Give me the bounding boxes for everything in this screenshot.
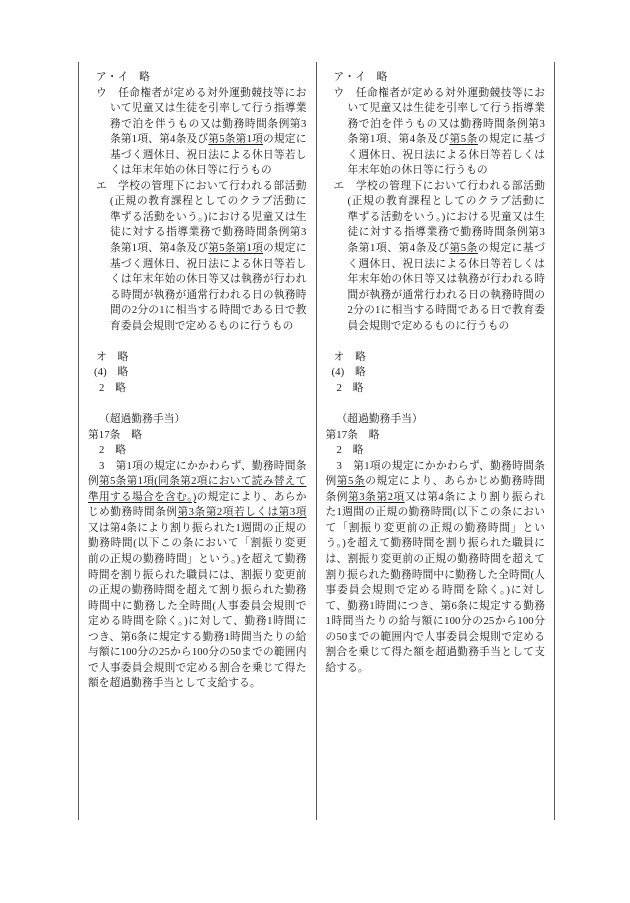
clause-text: 任命権者が定める対外運動競技等において児童又は生徒を引率して行う指導業務で泊を伴うもの又は勤務時間条例第3条第1項、第4条及び (110, 86, 307, 146)
clause-text: 第17条 略 (325, 428, 380, 441)
amended-clause: 第5条 (336, 475, 366, 488)
clause-text: の規定に基づく週休日、祝日法による休日等若しくは年末年始の休日等又は執務が行われる時間が執務が通常行われる日の執務時間の2分の1に相当する時間である日で教育委員会規則で定めるものに行うもの (110, 242, 307, 332)
clause-text: （超過勤務手当） (336, 413, 423, 426)
clause-text: 2 略 (99, 444, 127, 457)
item-o (326, 350, 546, 366)
clause-text: オ 略 (333, 350, 366, 363)
paragraph-2 (326, 443, 546, 459)
clause-text: 2 略 (336, 444, 364, 457)
clause-text: (4) 略 (331, 366, 366, 379)
article-caption (88, 412, 307, 428)
clause-text: オ 略 (96, 350, 129, 363)
amended-clause: 第5条 (449, 133, 478, 146)
item-e (88, 179, 307, 334)
amended-clause: 第5条第1項 (208, 242, 263, 255)
item-marker: 3 (336, 459, 354, 472)
clause-text: の規定に基づく週休日、祝日法による休日等若しくは年末年始の休日等に行うもの (347, 133, 545, 177)
item-marker: ウ (333, 86, 356, 99)
comparison-table (78, 62, 555, 820)
clause-text: 2 略 (99, 381, 127, 394)
item-u (88, 86, 307, 179)
clause-text: の規定により、あらかじめ勤務時間条例 (325, 475, 545, 503)
clause-text: の規定により、あらかじめ勤務時間条例 (88, 490, 307, 519)
clause-text: 第1項の規定にかかわらず、勤務時間条例 (88, 459, 307, 488)
clause-text: の規定に基づく週休日、祝日法による休日等若しくは年末年始の休日等に行うもの (110, 133, 307, 177)
vertical-spacer (326, 396, 546, 412)
amended-clause: 第5条第1項 (208, 133, 263, 146)
paragraph-2-upper (88, 381, 307, 397)
item-o (88, 350, 307, 366)
article-17 (88, 428, 307, 444)
amended-clause: 第3条第2項若しくは第3項 (177, 506, 307, 519)
item-e (326, 179, 546, 334)
vertical-spacer (88, 334, 307, 350)
clause-text: 又は第4条により割り振られた1週間の正規の勤務時間(以下この条において「割振り変更前の正規の勤務時間」という。)を超えて勤務時間を割り振られた職員には、割振り変更前の正規の勤務時間を超えて割り振られた勤務時間中に勤務した全時間(人事委員会規則で定める時間を除く。)に対して、勤務1時間につき、第6条に規定する勤務1時間当たりの給与額に100分の25から100分の50までの範囲内で人事委員会規則で定める割合を乗じて得た額を超過勤務手当として支給する。 (325, 490, 545, 674)
clause-text: 2 略 (336, 381, 364, 394)
item-marker: エ (333, 179, 356, 192)
item-marker: エ (96, 179, 119, 192)
clause-text: （超過勤務手当） (99, 413, 186, 426)
clause-text: (4) 略 (94, 366, 129, 379)
item-a-i (88, 70, 307, 86)
paragraph-2 (88, 443, 307, 459)
clause-text: 学校の管理下において行われる部活動(正規の教育課程としてのクラブ活動に準ずる活動をいう。)における児童又は生徒に対する指導業務で勤務時間条例第3条第1項、第4条及び (110, 179, 307, 255)
clause-text: ア・イ 略 (96, 71, 150, 83)
article-caption (326, 412, 546, 428)
item-u (326, 86, 546, 179)
clause-text: 学校の管理下において行われる部活動(正規の教育課程としてのクラブ活動に準ずる活動をいう。)における児童又は生徒に対する指導業務で勤務時間条例第3条第1項、第4条及び (347, 179, 546, 255)
item-4 (326, 365, 546, 381)
amended-clause: 第3条第2項 (347, 490, 405, 503)
paragraph-3 (326, 459, 546, 677)
item-marker: ウ (96, 86, 119, 99)
clause-text: 任命権者が定める対外運動競技等において児童又は生徒を引率して行う指導業務で泊を伴うもの又は勤務時間条例第3条第1項、第4条及び (347, 86, 546, 146)
clause-text: 第17条 略 (88, 428, 143, 441)
paragraph-3 (88, 459, 307, 692)
article-17 (326, 428, 546, 444)
column-current-text (317, 62, 555, 820)
amended-clause: 第5条 (449, 242, 478, 255)
clause-text: 又は第4条により割り振られた1週間の正規の勤務時間(以下この条において「割振り変更前の正規の勤務時間」という。)を超えて勤務時間を割り振られた職員には、割振り変更前の正規の勤務時間を超えて割り振られた勤務時間中に勤務した全時間(人事委員会規則で定める時間を除く。)に対して、勤務1時間につき、第6条に規定する勤務1時間当たりの給与額に100分の25から100分の50までの範囲内で人事委員会規則で定める割合を乗じて得た額を超過勤務手当として支給する。 (88, 521, 307, 690)
item-a-i (326, 70, 546, 86)
clause-text: ア・イ 略 (333, 71, 388, 83)
paragraph-2-upper (326, 381, 546, 397)
item-4 (88, 365, 307, 381)
column-amended-text (79, 62, 317, 820)
clause-text: の規定に基づく週休日、祝日法による休日等若しくは年末年始の休日等又は執務が行われる時間が執務が通常行われる日の執務時間の2分の1に相当する時間である日で教育委員会規則で定めるものに行うもの (347, 242, 545, 332)
item-marker: 3 (99, 459, 116, 472)
vertical-spacer (88, 396, 307, 412)
vertical-spacer (326, 334, 546, 350)
clause-text: 第1項の規定にかかわらず、勤務時間条例 (325, 459, 545, 488)
amended-clause: 第5条第1項(同条第2項において読み替えて準用する場合を含む。) (88, 475, 307, 503)
